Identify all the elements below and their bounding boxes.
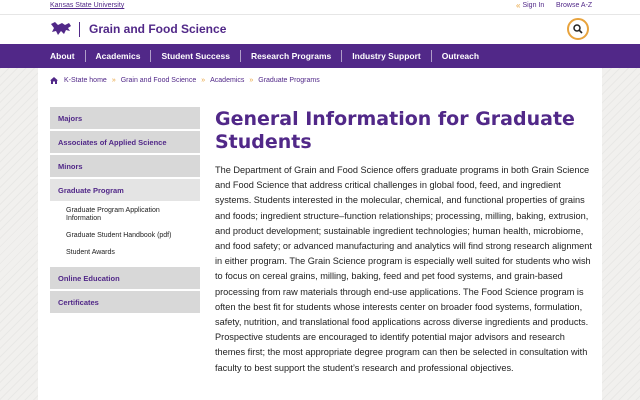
sidebar-item-certificates[interactable]: Certificates xyxy=(50,291,200,315)
breadcrumb-graduate-programs[interactable]: Graduate Programs xyxy=(258,77,320,84)
sidebar-subitem-handbook[interactable]: Graduate Student Handbook (pdf) xyxy=(66,232,172,239)
sign-in-link[interactable] xyxy=(516,2,544,9)
sidebar-item-minors[interactable]: Minors xyxy=(50,155,200,179)
breadcrumb-grain-food-science[interactable]: Grain and Food Science xyxy=(120,77,197,84)
sidebar-nav xyxy=(50,107,200,315)
nav-item-student-success[interactable]: Student Success xyxy=(161,51,230,61)
breadcrumb-kstate-home[interactable]: K-State home xyxy=(64,77,107,84)
university-link[interactable]: Kansas State University xyxy=(50,2,125,9)
breadcrumb-academics[interactable]: Academics xyxy=(210,77,245,84)
sidebar-subitem-application-info[interactable]: Graduate Program Application Information xyxy=(66,207,160,222)
search-icon xyxy=(573,24,583,34)
sidebar-item-graduate-program[interactable]: Graduate Program xyxy=(50,179,200,203)
sign-in-icon: « xyxy=(516,1,521,10)
wildcat-logo-icon[interactable] xyxy=(50,21,72,37)
site-title[interactable]: Grain and Food Science xyxy=(89,22,227,36)
breadcrumb-separator-icon: » xyxy=(201,77,206,84)
nav-item-industry-support[interactable]: Industry Support xyxy=(352,51,421,61)
page-body-text: The Department of Grain and Food Science offers graduate programs in both Grain Science and Food Science that address critical challenges in global food, feed, and ingredient systems. Students interested in the molecular, chemical, and functional properties of grains and foods; ingredient structure–function relationships; processing, milling, baking, extrusion, and product development; sustainable ingredient technologies; human health, microbiome, and food safety; or advanced manufacturing and analytics will find strong research alignment in either program. The Grain Science program is especially well suited for students who wish to focus on cereal grains, milling, baking, feed and pet food systems, and grain-based processing from raw materials through end-use applications. The Food Science program is often the best fit for students whose interests center on broader food systems, formulation, safety, nutrition, and translational food applications across diverse ingredients and products. Prospective students are encouraged to identify potential major advisors and research themes first; the most appropriate degree program can then be selected in consultation with faculty to best support the student’s research and professional objectives. xyxy=(215,165,592,373)
header-divider xyxy=(79,22,80,37)
breadcrumb xyxy=(50,77,320,84)
search-button[interactable] xyxy=(567,18,589,40)
nav-item-outreach[interactable]: Outreach xyxy=(441,51,480,61)
breadcrumb-separator-icon: » xyxy=(249,77,254,84)
page-title: General Information for Graduate Students xyxy=(215,108,575,153)
sidebar-item-majors[interactable]: Majors xyxy=(50,107,200,131)
site-header xyxy=(0,15,640,44)
breadcrumb-separator-icon: » xyxy=(111,77,116,84)
sidebar-subitem-student-awards[interactable]: Student Awards xyxy=(66,249,115,256)
sidebar-item-online-education[interactable]: Online Education xyxy=(50,267,200,291)
browse-az-link[interactable]: Browse A-Z xyxy=(556,2,593,9)
graduate-submenu xyxy=(50,203,200,267)
nav-item-about[interactable]: About xyxy=(50,51,75,61)
utility-bar xyxy=(0,0,640,15)
sign-in-label: Sign In xyxy=(522,2,545,9)
home-icon[interactable] xyxy=(50,77,58,84)
nav-item-research-programs[interactable]: Research Programs xyxy=(250,51,332,61)
sidebar-item-associates[interactable]: Associates of Applied Science xyxy=(50,131,200,155)
nav-item-academics[interactable]: Academics xyxy=(95,51,141,61)
main-nav xyxy=(0,44,640,68)
